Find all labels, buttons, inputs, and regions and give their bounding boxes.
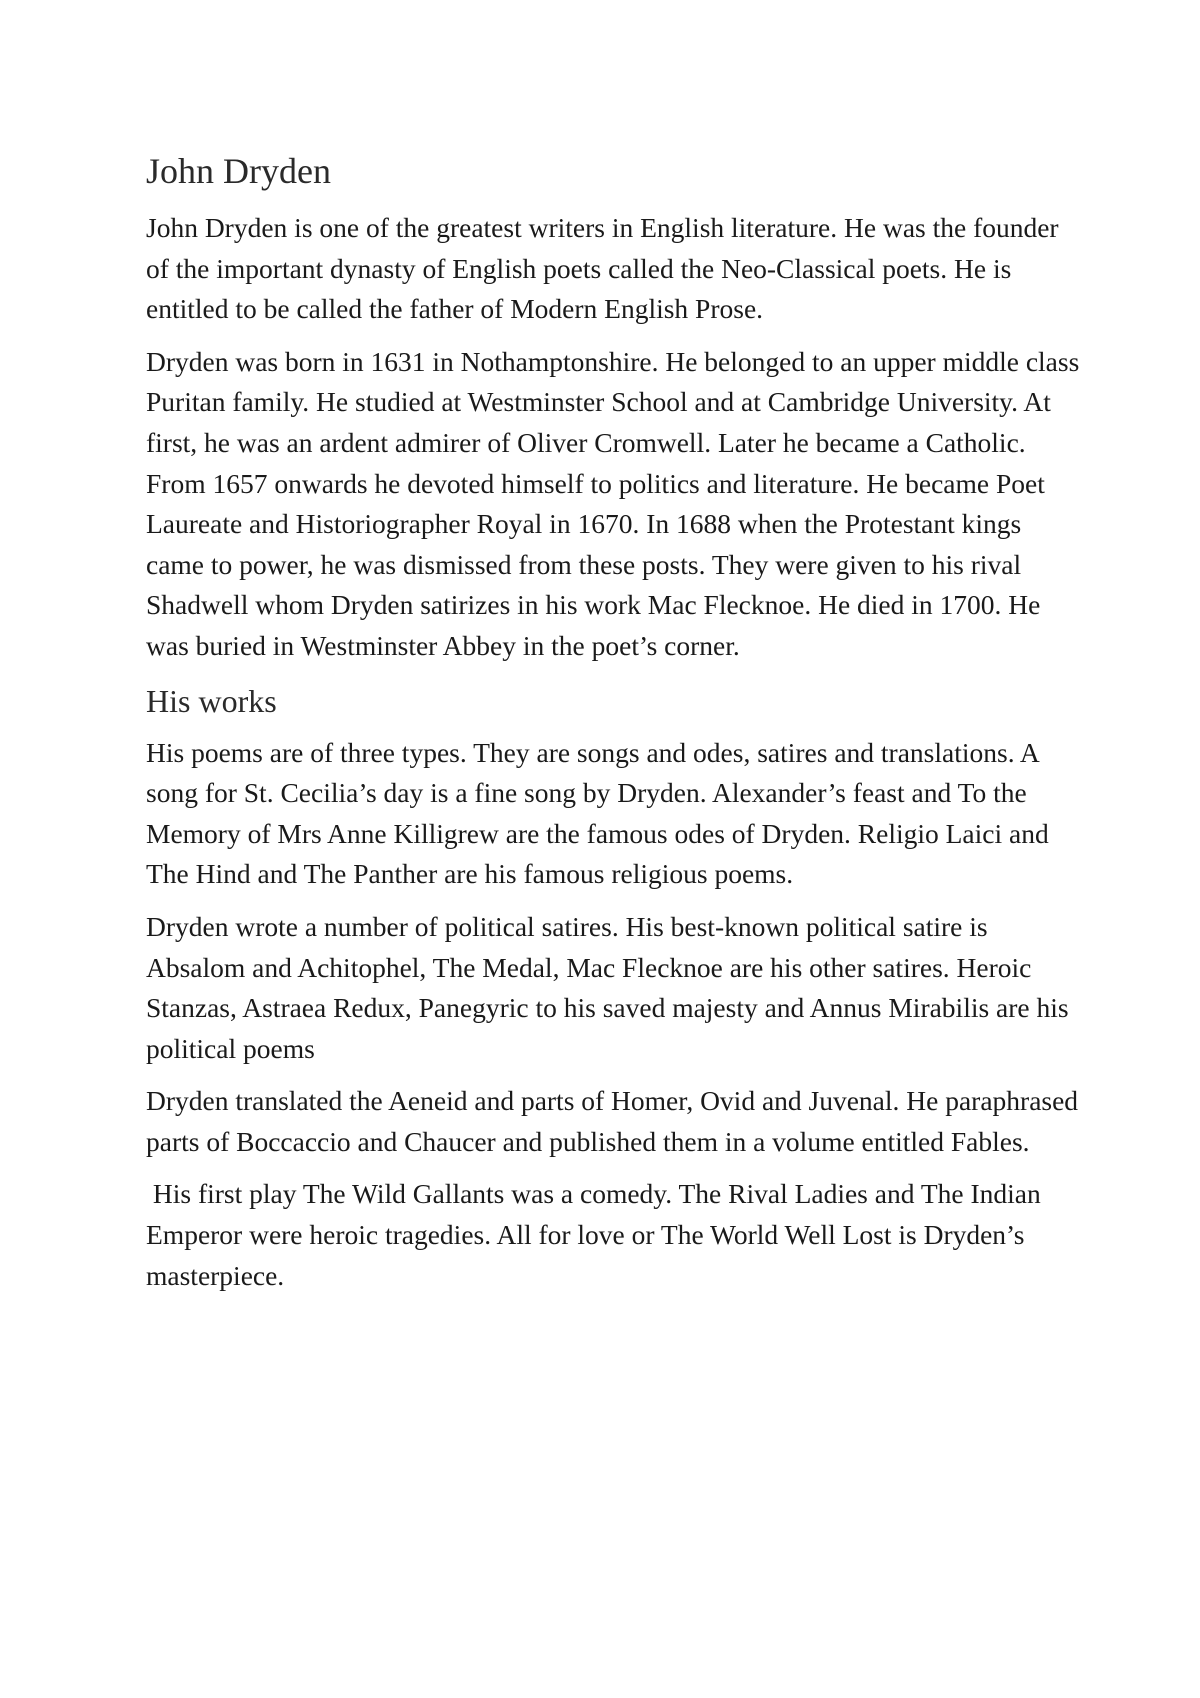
paragraph-translations: Dryden translated the Aeneid and parts of Homer, Ovid and Juvenal. He paraphrased parts of Boccaccio and Chaucer and published them in a volume entitled Fables. [146, 1085, 1085, 1157]
document-body [146, 148, 1086, 1308]
paragraph-plays: His first play The Wild Gallants was a comedy. The Rival Ladies and The Indian Emperor were heroic tragedies. All for love or The World Well Lost is Dryden’s masterpiece. [146, 1178, 1048, 1291]
paragraph-biography: Dryden was born in 1631 in Nothamptonshire. He belonged to an upper middle class Puritan family. He studied at Westminster School and at Cambridge University. At first, he was an ardent admirer of Oliver Cromwell. Later he became a Catholic. From 1657 onwards he devoted himself to politics and literature. He became Poet Laureate and Historiographer Royal in 1670. In 1688 when the Protestant kings came to power, he was dismissed from these posts. They were given to his rival Shadwell whom Dryden satirizes in his work Mac Flecknoe. He died in 1700. He was buried in Westminster Abbey in the poet’s corner. [146, 345, 1087, 661]
paragraph-poems: His poems are of three types. They are songs and odes, satires and translations. A song for St. Cecilia’s day is a fine song by Dryden. Alexander’s feast and To the Memory of Mrs Anne Killigrew are the famous odes of Dryden. Religio Laici and The Hind and The Panther are his famous religious poems. [146, 736, 1056, 890]
paragraph-intro: John Dryden is one of the greatest writers in English literature. He was the founder of the important dynasty of English poets called the Neo-Classical poets. He is entitled to be called the father of Modern English Prose. [146, 212, 1066, 325]
paragraph-satires: Dryden wrote a number of political satires. His best-known political satire is Absalom and Achitophel, The Medal, Mac Flecknoe are his other satires. Heroic Stanzas, Astraea Redux, Panegyric to his saved majesty and Annus Mirabilis are his political poems [146, 910, 1076, 1064]
section-heading-works: His works [146, 682, 277, 719]
document-title: John Dryden [146, 151, 331, 191]
